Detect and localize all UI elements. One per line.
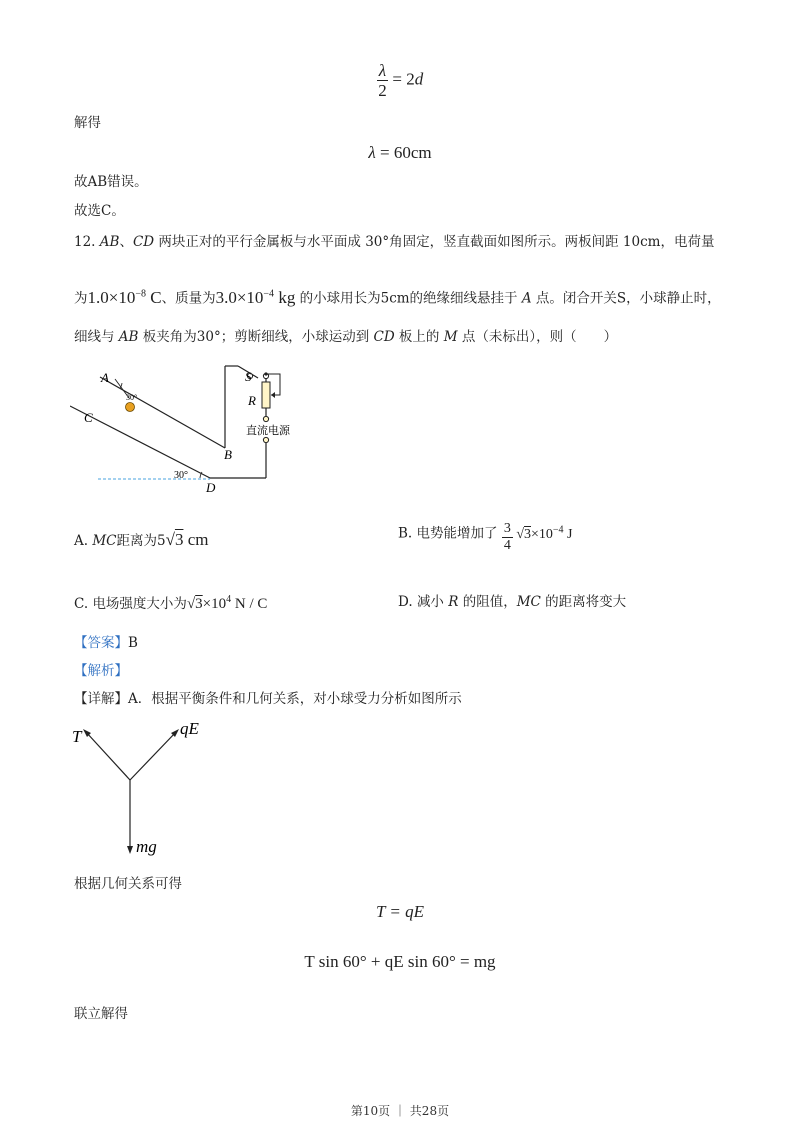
plate-ab-line — [100, 377, 225, 448]
option-b-value: $\frac{3}{4}$ $√3\times 10^{-4}$ J — [503, 521, 573, 553]
label-angle-bottom: 30° — [174, 470, 188, 481]
gravity-arrowhead — [127, 846, 133, 854]
equation-balance: T sin 60° + qE sin 60° = mg — [304, 952, 496, 971]
text-mid: 、质量为 — [161, 290, 216, 307]
text-prefix: 细线与 — [74, 329, 119, 345]
option-c-value: $√3\times 10^4$ N / C — [186, 594, 268, 612]
question-line-2 — [74, 284, 721, 309]
question-number: 12. — [74, 234, 96, 250]
option-c[interactable] — [74, 590, 267, 614]
mass-unit: kg — [274, 287, 296, 307]
conclusion-line-2: 故选C。 — [74, 203, 125, 219]
option-unit: cm — [183, 530, 209, 549]
option-text-3: 的距离将变大 — [540, 594, 627, 610]
resistor-r: R — [448, 594, 459, 610]
equation-lhs: λ — [368, 143, 376, 162]
answer-tag: 【答案】 — [74, 635, 128, 651]
charge-value — [88, 288, 162, 307]
option-letter: C. — [74, 596, 89, 612]
equation-variable: d — [414, 69, 424, 89]
label-mg: mg — [136, 837, 157, 856]
separator: 、 — [119, 234, 133, 250]
solve-label: 解得 — [74, 115, 101, 131]
charge-mantissa: 1.0×10 — [87, 287, 136, 307]
option-letter: B. — [398, 525, 413, 542]
option-text: 距离为5 — [116, 533, 166, 549]
fraction-numerator: λ — [378, 61, 387, 80]
option-letter: A. — [74, 533, 89, 549]
source-terminal-bottom — [263, 437, 268, 442]
power-base: ×10 — [531, 526, 553, 542]
label-b: B — [224, 447, 232, 462]
fraction-numerator: 3 — [503, 521, 511, 536]
label-c: C — [84, 410, 93, 425]
text-2: 点。闭合开关S，小球静止时， — [531, 290, 721, 307]
tension-vector — [86, 732, 130, 780]
option-unit: J — [563, 526, 573, 542]
analysis-tag: 【解析】 — [74, 663, 128, 679]
power-base: ×10 — [202, 596, 227, 612]
label-t: T — [72, 727, 82, 746]
source-terminal-top — [263, 416, 268, 421]
equation-rhs: = 2 — [388, 69, 415, 89]
geometry-label: 根据几何关系可得 — [74, 876, 182, 892]
text-mid-2: 板上的 — [394, 329, 444, 345]
label-angle-top: 30° — [126, 393, 138, 402]
power-exponent: 4 — [226, 594, 232, 605]
label-s: S — [245, 369, 252, 384]
fraction-denominator: 4 — [503, 538, 511, 553]
mass-value — [216, 288, 296, 307]
text-prefix: 为 — [74, 290, 88, 307]
plate-cd: CD — [132, 234, 155, 250]
option-text: 电势能增加了 — [416, 525, 498, 542]
option-text-1: 减小 — [416, 594, 449, 610]
question-line-1 — [74, 232, 714, 252]
circuit-diagram — [70, 360, 310, 500]
label-qe: qE — [180, 719, 199, 738]
conclusion-line-1: 故AB错误。 — [74, 174, 148, 190]
detail-tag: 【详解】 — [74, 691, 128, 707]
option-unit: N / C — [231, 596, 268, 612]
electric-force-vector — [130, 732, 176, 780]
option-a[interactable] — [74, 530, 208, 551]
text-end: 点（未标出），则（ ） — [457, 329, 618, 345]
plate-ab: AB — [118, 329, 139, 345]
segment-mc: MC — [92, 533, 117, 549]
point-a: A — [521, 290, 532, 307]
answer-line — [74, 633, 138, 653]
equation-half-wavelength — [0, 62, 800, 99]
plate-ab: AB — [99, 234, 120, 250]
option-d[interactable] — [398, 592, 626, 612]
sqrt-radicand: 3 — [195, 596, 203, 612]
text-mid: 板夹角为30°；剪断细线，小球运动到 — [138, 329, 374, 345]
question-line-3 — [74, 327, 617, 347]
label-r: R — [248, 393, 256, 408]
sqrt-radicand: 3 — [174, 530, 184, 549]
mass-exponent: −4 — [263, 288, 275, 299]
analysis-line — [74, 661, 128, 681]
joint-solve-label: 联立解得 — [74, 1006, 128, 1022]
rheostat-body — [262, 382, 270, 408]
detail-line — [74, 689, 462, 709]
answer-value: B — [128, 635, 138, 651]
segment-mc: MC — [516, 594, 541, 610]
charge-exponent: −8 — [135, 288, 146, 299]
sqrt-expression: √3 cm — [165, 530, 209, 549]
power-exponent: −4 — [552, 524, 564, 535]
point-m: M — [443, 329, 458, 345]
fraction-denominator: 2 — [378, 81, 387, 100]
page-footer: 第10页 ｜ 共28页 — [350, 1104, 450, 1118]
force-diagram — [66, 712, 216, 862]
equation-wavelength — [0, 143, 800, 163]
mass-mantissa: 3.0×10 — [215, 287, 264, 307]
plate-cd: CD — [373, 329, 395, 345]
charge-unit: C — [145, 287, 162, 307]
option-text-2: 的阻值， — [458, 594, 517, 610]
detail-text: A．根据平衡条件和几何关系，对小球受力分析如图所示 — [128, 691, 462, 707]
equation-rhs: = 60cm — [375, 143, 432, 162]
option-b[interactable] — [398, 520, 573, 553]
option-letter: D. — [398, 594, 413, 610]
equation-t-equals-qe: T = qE — [375, 902, 424, 921]
option-text: 电场强度大小为 — [92, 596, 187, 612]
rheostat-slider-arrow — [271, 392, 275, 398]
label-d: D — [206, 480, 216, 495]
charged-ball — [126, 403, 135, 412]
sqrt-radicand: 3 — [524, 526, 531, 542]
label-a: A — [101, 370, 109, 385]
label-dc-source: 直流电源 — [246, 424, 290, 437]
question-text: 两块正对的平行金属板与水平面成 30°角固定，竖直截面如图所示。两板间距 10cm，电荷量 — [158, 234, 715, 250]
text-1: 的小球用长为5cm的绝缘细线悬挂于 — [295, 290, 522, 307]
